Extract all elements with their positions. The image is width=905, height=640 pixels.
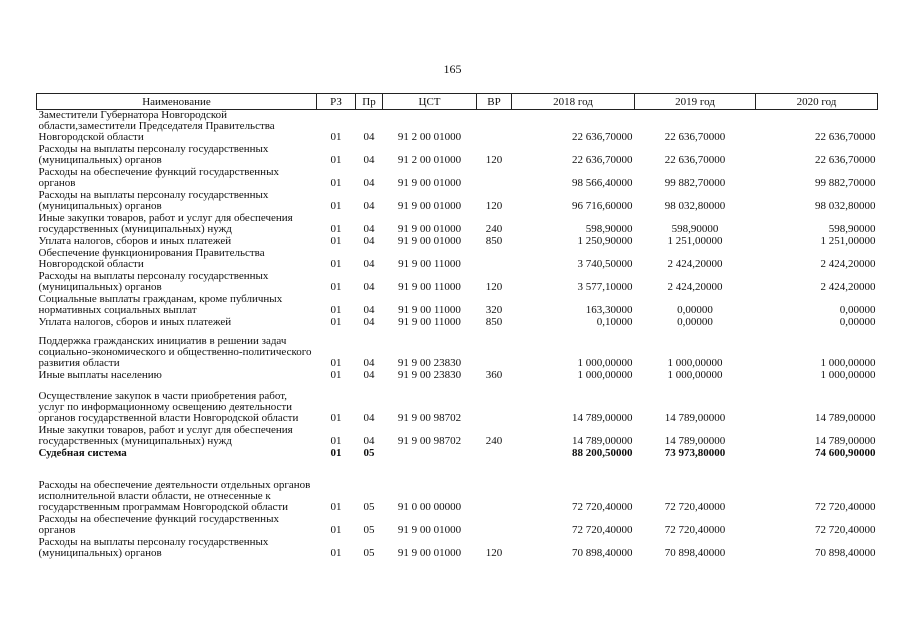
cell-cst: 91 9 00 11000 — [398, 258, 461, 270]
table-row — [37, 424, 878, 447]
table-row — [37, 536, 878, 559]
cell-name: Расходы на выплаты персоналу государственных (муниципальных) органов — [38, 270, 269, 293]
cell-pr: 04 — [363, 235, 375, 247]
cell-rz: 01 — [330, 223, 342, 235]
cell-2020: 72 720,40000 — [815, 524, 876, 536]
cell-pr: 05 — [363, 524, 375, 536]
cell-2018: 1 250,90000 — [577, 235, 633, 247]
table-row — [37, 293, 878, 316]
cell-2018: 3 577,10000 — [577, 281, 633, 293]
cell-name: Расходы на обеспечение функций государственных органов — [38, 513, 279, 536]
table-header-row — [37, 94, 878, 110]
cell-2020: 1 251,00000 — [820, 235, 876, 247]
cell-name: Осуществление закупок в части приобретения работ, услуг по информационному освещению деятельности органов государственной власти Новгородской области — [38, 390, 299, 424]
cell-name: Расходы на выплаты персоналу государственных (муниципальных) органов — [38, 536, 269, 559]
cell-vr: 240 — [485, 223, 503, 235]
cell-vr — [477, 513, 512, 536]
cell-pr: 05 — [363, 447, 375, 459]
col-header-2018: 2018 год — [512, 94, 635, 110]
cell-2019: 73 973,80000 — [664, 447, 726, 459]
cell-pr: 04 — [363, 258, 375, 270]
cell-cst: 91 2 00 01000 — [397, 131, 462, 143]
cell-2019: 14 789,00000 — [664, 412, 726, 424]
cell-pr: 04 — [363, 435, 375, 447]
cell-vr — [477, 247, 512, 270]
budget-table — [36, 93, 878, 559]
cell-2018: 3 740,50000 — [577, 258, 633, 270]
cell-vr: 850 — [485, 235, 503, 247]
cell-cst: 91 9 00 98702 — [397, 412, 462, 424]
cell-2019: 1 000,00000 — [667, 357, 723, 369]
cell-name: Уплата налогов, сборов и иных платежей — [38, 316, 232, 328]
cell-rz: 01 — [330, 447, 342, 459]
cell-2018: 14 789,00000 — [572, 435, 633, 447]
cell-vr: 120 — [485, 200, 503, 212]
cell-name: Судебная система — [38, 447, 127, 459]
table-row — [37, 189, 878, 212]
table-row — [37, 369, 878, 381]
cell-vr: 120 — [485, 154, 503, 166]
cell-vr: 120 — [485, 281, 503, 293]
cell-2019: 72 720,40000 — [664, 501, 726, 513]
table-row — [37, 381, 878, 424]
cell-2019: 98 032,80000 — [664, 200, 726, 212]
cell-vr: 240 — [485, 435, 503, 447]
cell-2018: 88 200,50000 — [572, 447, 633, 459]
cell-2020: 1 000,00000 — [820, 357, 876, 369]
cell-2018: 0,10000 — [596, 316, 633, 328]
cell-cst: 91 9 00 01000 — [397, 547, 462, 559]
cell-2019: 2 424,20000 — [667, 258, 723, 270]
cell-rz: 01 — [330, 357, 342, 369]
cell-name: Социальные выплаты гражданам, кроме публичных нормативных социальных выплат — [38, 293, 283, 316]
cell-rz: 01 — [330, 435, 342, 447]
cell-2020: 598,90000 — [828, 223, 876, 235]
cell-vr — [477, 166, 512, 189]
cell-rz: 01 — [330, 412, 342, 424]
cell-2019: 99 882,70000 — [664, 177, 726, 189]
cell-rz: 01 — [330, 200, 342, 212]
cell-vr: 120 — [485, 547, 503, 559]
col-header-rz: РЗ — [317, 94, 356, 110]
cell-pr: 04 — [363, 281, 375, 293]
cell-pr: 05 — [363, 501, 375, 513]
cell-name: Расходы на обеспечение функций государственных органов — [38, 166, 279, 189]
cell-cst: 91 9 00 23830 — [397, 369, 462, 381]
cell-vr — [477, 447, 512, 459]
cell-name: Уплата налогов, сборов и иных платежей — [38, 235, 232, 247]
cell-rz: 01 — [330, 369, 342, 381]
col-header-2019: 2019 год — [635, 94, 756, 110]
cell-2020: 98 032,80000 — [815, 200, 876, 212]
cell-pr: 04 — [363, 200, 375, 212]
cell-2020: 99 882,70000 — [815, 177, 876, 189]
cell-cst: 91 9 00 98702 — [397, 435, 462, 447]
cell-2018: 22 636,70000 — [572, 154, 633, 166]
cell-2020: 74 600,90000 — [815, 447, 876, 459]
table-row — [37, 247, 878, 270]
table-row — [37, 459, 878, 513]
cell-cst: 91 9 00 11000 — [398, 281, 461, 293]
cell-cst: 91 9 00 01000 — [397, 223, 462, 235]
cell-vr: 320 — [485, 304, 503, 316]
cell-rz: 01 — [330, 547, 342, 559]
cell-2018: 22 636,70000 — [572, 131, 633, 143]
cell-vr — [477, 110, 512, 144]
cell-2018: 1 000,00000 — [577, 369, 633, 381]
cell-2020: 2 424,20000 — [820, 258, 876, 270]
cell-name: Иные выплаты населению — [38, 369, 162, 381]
cell-2019: 14 789,00000 — [664, 435, 726, 447]
cell-rz: 01 — [330, 524, 342, 536]
cell-cst: 91 9 00 01000 — [397, 177, 462, 189]
cell-2019: 598,90000 — [671, 223, 719, 235]
table-row — [37, 110, 878, 144]
cell-pr: 04 — [363, 223, 375, 235]
cell-pr: 04 — [363, 316, 375, 328]
cell-2020: 22 636,70000 — [815, 154, 876, 166]
cell-rz: 01 — [330, 154, 342, 166]
table-row — [37, 212, 878, 235]
cell-2019: 22 636,70000 — [664, 131, 726, 143]
cell-2018: 14 789,00000 — [572, 412, 633, 424]
cell-2019: 0,00000 — [677, 316, 713, 328]
table-row — [37, 166, 878, 189]
cell-vr — [477, 459, 512, 513]
cell-2020: 72 720,40000 — [815, 501, 876, 513]
cell-2020: 1 000,00000 — [820, 369, 876, 381]
cell-cst: 91 9 00 01000 — [397, 524, 462, 536]
cell-cst: 91 2 00 01000 — [397, 154, 462, 166]
cell-vr — [477, 381, 512, 424]
cell-cst: 91 9 00 01000 — [397, 235, 462, 247]
cell-2019: 0,00000 — [677, 304, 713, 316]
cell-cst: 91 9 00 01000 — [397, 200, 462, 212]
cell-2019: 72 720,40000 — [664, 524, 726, 536]
cell-2019: 2 424,20000 — [667, 281, 723, 293]
cell-2019: 22 636,70000 — [664, 154, 726, 166]
cell-pr: 04 — [363, 131, 375, 143]
col-header-cst: ЦСТ — [383, 94, 477, 110]
cell-rz: 01 — [330, 235, 342, 247]
cell-2018: 70 898,40000 — [572, 547, 633, 559]
cell-cst: 91 9 00 23830 — [397, 357, 462, 369]
table-row — [37, 235, 878, 247]
cell-rz: 01 — [330, 177, 342, 189]
cell-2019: 1 000,00000 — [667, 369, 723, 381]
cell-rz: 01 — [330, 131, 342, 143]
cell-2018: 98 566,40000 — [572, 177, 633, 189]
cell-2019: 1 251,00000 — [667, 235, 723, 247]
cell-name: Заместители Губернатора Новгородской области,заместители Председателя Правительства Новгородской области — [38, 109, 275, 143]
cell-pr: 05 — [363, 547, 375, 559]
table-row — [37, 328, 878, 369]
cell-2018: 1 000,00000 — [577, 357, 633, 369]
cell-pr: 04 — [363, 304, 375, 316]
cell-vr — [477, 328, 512, 369]
col-header-2020: 2020 год — [756, 94, 878, 110]
page-number: 165 — [443, 62, 462, 76]
table-row — [37, 447, 878, 459]
cell-2020: 70 898,40000 — [815, 547, 876, 559]
cell-name: Поддержка гражданских инициатив в решении задач социально-экономического и общественно-политического развития области — [38, 335, 312, 369]
table-row — [37, 513, 878, 536]
cell-rz: 01 — [330, 281, 342, 293]
cell-2020: 0,00000 — [839, 304, 876, 316]
cell-vr: 850 — [485, 316, 503, 328]
cell-2018: 163,30000 — [585, 304, 633, 316]
cell-pr: 04 — [363, 369, 375, 381]
cell-2018: 598,90000 — [585, 223, 633, 235]
cell-pr: 04 — [363, 154, 375, 166]
cell-cst — [383, 447, 477, 459]
cell-2018: 72 720,40000 — [572, 524, 633, 536]
cell-rz: 01 — [330, 316, 342, 328]
col-header-pr: Пр — [356, 94, 383, 110]
cell-name: Расходы на обеспечение деятельности отдельных органов исполнительной власти области, не отнесенные к государственным программам Новгородской области — [38, 479, 311, 513]
cell-cst: 91 9 00 11000 — [398, 304, 461, 316]
cell-cst: 91 9 00 11000 — [398, 316, 461, 328]
cell-rz: 01 — [330, 304, 342, 316]
col-header-name: Наименование — [37, 94, 317, 110]
cell-pr: 04 — [363, 177, 375, 189]
cell-pr: 04 — [363, 357, 375, 369]
cell-2020: 14 789,00000 — [815, 412, 876, 424]
cell-vr: 360 — [485, 369, 503, 381]
cell-2020: 0,00000 — [839, 316, 876, 328]
cell-2020: 22 636,70000 — [815, 131, 876, 143]
table-row — [37, 270, 878, 293]
col-header-vr: ВР — [477, 94, 512, 110]
cell-name: Расходы на выплаты персоналу государственных (муниципальных) органов — [38, 143, 269, 166]
cell-name: Иные закупки товаров, работ и услуг для обеспечения государственных (муниципальных) нужд — [38, 424, 293, 447]
cell-name: Иные закупки товаров, работ и услуг для обеспечения государственных (муниципальных) нужд — [38, 212, 293, 235]
cell-rz: 01 — [330, 501, 342, 513]
cell-2020: 2 424,20000 — [820, 281, 876, 293]
cell-pr: 04 — [363, 412, 375, 424]
cell-2018: 72 720,40000 — [572, 501, 633, 513]
cell-name: Обеспечение функционирования Правительства Новгородской области — [38, 247, 265, 270]
table-row — [37, 316, 878, 328]
cell-2020: 14 789,00000 — [815, 435, 876, 447]
cell-rz: 01 — [330, 258, 342, 270]
cell-cst: 91 0 00 00000 — [397, 501, 462, 513]
table-row — [37, 143, 878, 166]
cell-2018: 96 716,60000 — [572, 200, 633, 212]
cell-2019: 70 898,40000 — [664, 547, 726, 559]
cell-name: Расходы на выплаты персоналу государственных (муниципальных) органов — [38, 189, 269, 212]
